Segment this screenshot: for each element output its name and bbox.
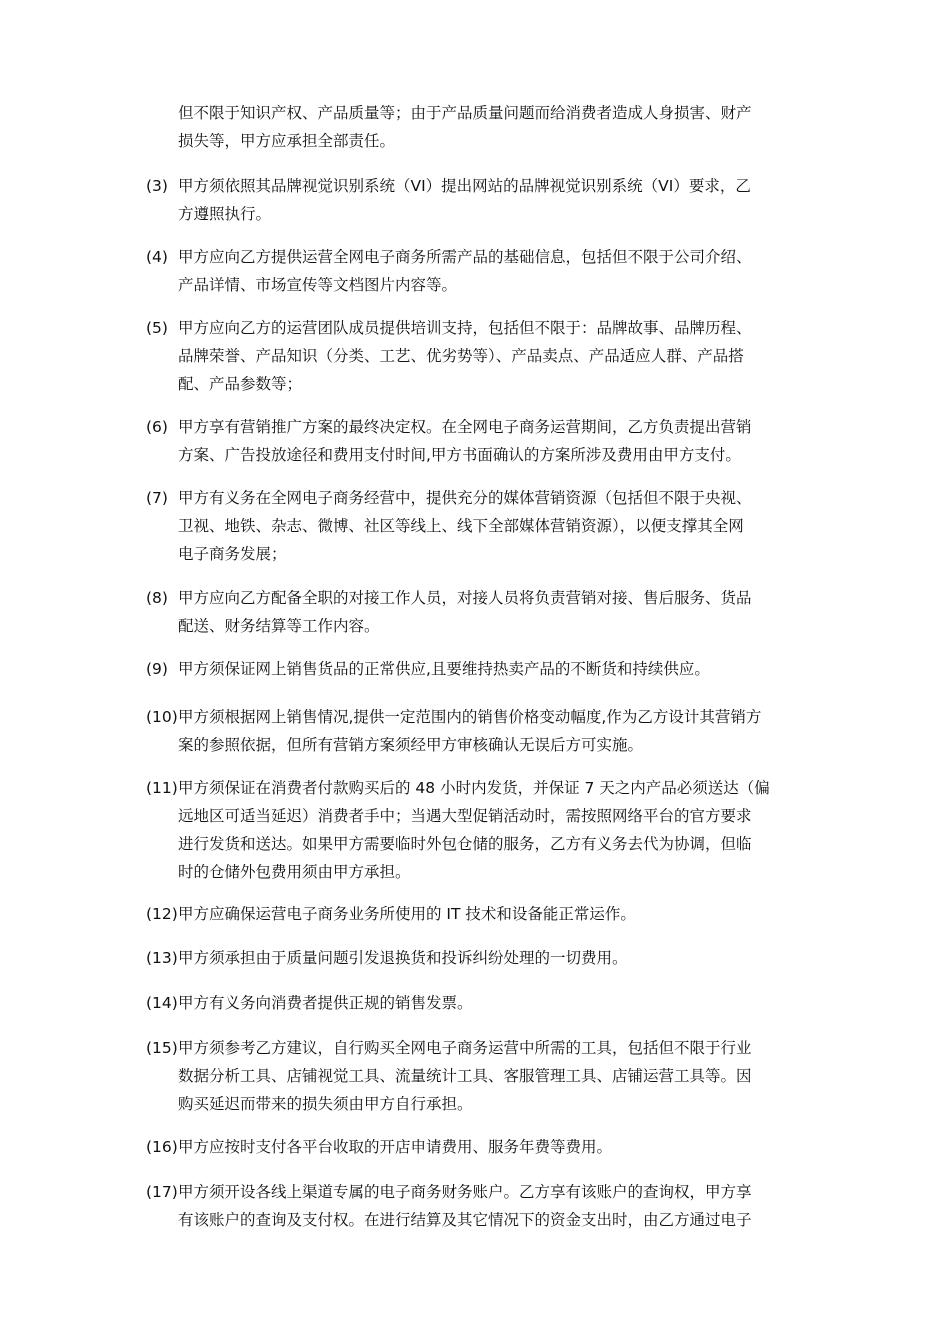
paragraph-line: 方遵照执行。 xyxy=(178,205,272,223)
list-item-number: (15) xyxy=(146,1039,178,1057)
paragraph-line: 产品详情、市场宣传等文档图片内容等。 xyxy=(178,276,458,294)
paragraph-line: 时的仓储外包费用须由甲方承担。 xyxy=(178,863,411,881)
list-item-number: (5) xyxy=(146,319,168,337)
paragraph-line: 甲方须参考乙方建议，自行购买全网电子商务运营中所需的工具，包括但不限于行业 xyxy=(178,1039,752,1057)
paragraph-line: 品牌荣誉、产品知识（分类、工艺、优劣势等）、产品卖点、产品适应人群、产品搭 xyxy=(178,347,744,365)
list-item-number: (3) xyxy=(146,177,168,195)
paragraph-line: 甲方须依照其品牌视觉识别系统（VI）提出网站的品牌视觉识别系统（VI）要求，乙 xyxy=(178,177,751,195)
list-item-number: (16) xyxy=(146,1138,178,1156)
paragraph-line: 配送、财务结算等工作内容。 xyxy=(178,617,380,635)
paragraph-line: 甲方须保证在消费者付款购买后的 48 小时内发货，并保证 7 天之内产品必须送达（偏 xyxy=(178,779,770,797)
paragraph-line: 甲方应按时支付各平台收取的开店申请费用、服务年费等费用。 xyxy=(178,1138,613,1156)
list-item-number: (13) xyxy=(146,949,178,967)
list-item-number: (14) xyxy=(146,994,178,1012)
paragraph-line: 甲方应确保运营电子商务业务所使用的 IT 技术和设备能正常运作。 xyxy=(178,905,636,923)
paragraph-line: 甲方须根据网上销售情况,提供一定范围内的销售价格变动幅度,作为乙方设计其营销方 xyxy=(178,708,762,726)
list-item-number: (4) xyxy=(146,248,168,266)
paragraph-line: 损失等，甲方应承担全部责任。 xyxy=(178,132,396,150)
paragraph-line: 电子商务发展； xyxy=(178,545,287,563)
paragraph-line: 甲方享有营销推广方案的最终决定权。在全网电子商务运营期间，乙方负责提出营销 xyxy=(178,418,752,436)
paragraph-line: 数据分析工具、店铺视觉工具、流量统计工具、客服管理工具、店铺运营工具等。因 xyxy=(178,1067,752,1085)
paragraph-line: 甲方应向乙方提供运营全网电子商务所需产品的基础信息，包括但不限于公司介绍、 xyxy=(178,248,752,266)
paragraph-line: 配、产品参数等； xyxy=(178,375,303,393)
list-item-number: (10) xyxy=(146,708,178,726)
paragraph-line: 进行发货和送达。如果甲方需要临时外包仓储的服务，乙方有义务去代为协调，但临 xyxy=(178,835,752,853)
list-item-number: (11) xyxy=(146,779,178,797)
list-item-number: (6) xyxy=(146,418,168,436)
paragraph-line: 甲方应向乙方配备全职的对接工作人员，对接人员将负责营销对接、售后服务、货品 xyxy=(178,589,752,607)
paragraph-line: 甲方应向乙方的运营团队成员提供培训支持，包括但不限于：品牌故事、品牌历程、 xyxy=(178,319,752,337)
paragraph-line: 甲方有义务向消费者提供正规的销售发票。 xyxy=(178,994,473,1012)
paragraph-line: 甲方须承担由于质量问题引发退换货和投诉纠纷处理的一切费用。 xyxy=(178,949,628,967)
list-item-number: (12) xyxy=(146,905,178,923)
list-item-number: (17) xyxy=(146,1183,178,1201)
list-item-number: (7) xyxy=(146,489,168,507)
paragraph-line: 甲方须开设各线上渠道专属的电子商务财务账户。乙方享有该账户的查询权，甲方享 xyxy=(178,1183,752,1201)
paragraph-line: 方案、广告投放途径和费用支付时间,甲方书面确认的方案所涉及费用由甲方支付。 xyxy=(178,446,741,464)
paragraph-line: 有该账户的查询及支付权。在进行结算及其它情况下的资金支出时，由乙方通过电子 xyxy=(178,1211,752,1229)
paragraph-line: 案的参照依据，但所有营销方案须经甲方审核确认无误后方可实施。 xyxy=(178,736,644,754)
paragraph-line: 甲方有义务在全网电子商务经营中，提供充分的媒体营销资源（包括但不限于央视、 xyxy=(178,489,752,507)
list-item-number: (8) xyxy=(146,589,168,607)
paragraph-line: 购买延迟而带来的损失须由甲方自行承担。 xyxy=(178,1095,473,1113)
list-item-number: (9) xyxy=(146,660,168,678)
paragraph-line: 甲方须保证网上销售货品的正常供应,且要维持热卖产品的不断货和持续供应。 xyxy=(178,660,710,678)
paragraph-line: 远地区可适当延迟）消费者手中；当遇大型促销活动时，需按照网络平台的官方要求 xyxy=(178,807,752,825)
paragraph-line: 但不限于知识产权、产品质量等；由于产品质量问题而给消费者造成人身损害、财产 xyxy=(178,104,752,122)
paragraph-line: 卫视、地铁、杂志、微博、社区等线上、线下全部媒体营销资源），以便支撑其全网 xyxy=(178,517,744,535)
